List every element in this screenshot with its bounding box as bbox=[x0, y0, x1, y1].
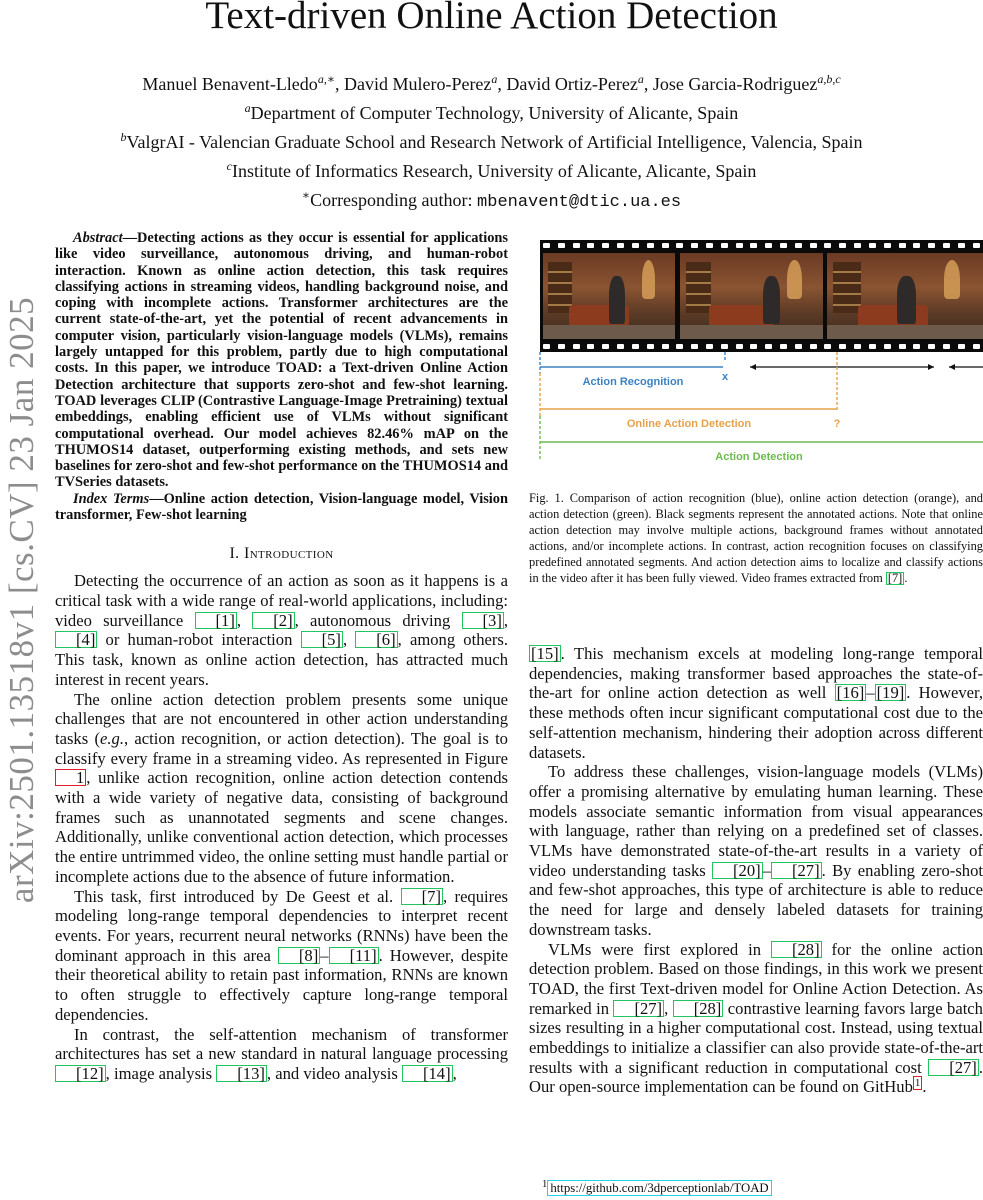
author-affiliation-mark: a,b,c bbox=[817, 72, 841, 86]
author-block bbox=[0, 67, 983, 215]
corresponding-author: ∗Corresponding author: mbenavent@dtic.ua.es bbox=[301, 188, 682, 212]
paragraph: Detecting the occurrence of an action as soon as it happens is a critical task with a wide range of real-world applications, including: video surveillance [1] , [2] , autonomous driving [3] , [4] or human-robot interaction [5] , [6] , among others. This task, known as online action detection, has attracted much interest in recent years. bbox=[55, 571, 509, 689]
figure-caption: Fig. 1. Comparison of action recognition (blue), online action detection (orange), and action detection (green). Black segments represent the annotated actions. Note that online action detection may involve multiple actions, background frames without annotated actions, and/or incomplete actions. In contrast, action recognition focuses on classifying predefined annotated segments. And action detection aims to localize and classify actions in the video after it has been fully viewed. Video frames extracted from [7] . bbox=[529, 491, 983, 586]
citation-link[interactable]: [2] bbox=[252, 612, 294, 629]
citation-link[interactable]: [27] bbox=[928, 1059, 979, 1076]
index-terms: Index Terms—Online action detection, Vision-language model, Vision transformer, Few-shot learning bbox=[55, 490, 509, 524]
detection-label: Action Detection bbox=[715, 451, 803, 463]
citation-link[interactable]: [1] bbox=[195, 612, 237, 629]
citation-link[interactable]: [28] bbox=[673, 1000, 724, 1017]
citation-link[interactable]: [7] bbox=[401, 888, 443, 905]
citation-link[interactable]: [13] bbox=[216, 1065, 267, 1082]
email-link[interactable]: mbenavent@dtic.ua.es bbox=[477, 193, 682, 212]
citation-link[interactable]: [12] bbox=[55, 1065, 106, 1082]
recognition-end-mark: x bbox=[721, 371, 729, 383]
citation-link[interactable]: [4] bbox=[55, 631, 97, 648]
citation-link[interactable]: [11] bbox=[329, 947, 379, 964]
paragraph: The online action detection problem presents some unique challenges that are not encountered in other action understanding tasks (e.g., action recognition, or action detection). The goal is to classify every frame in a streaming video. As represented in Figure 1 , unlike action recognition, online action detection contends with a wide variety of negative data, consisting of background frames such as unannotated segments and scene changes. Additionally, unlike conventional action detection, which processes the entire untrimmed video, the online setting must handle partial or incomplete actions due to the absence of future information. bbox=[55, 689, 508, 886]
arrow-head bbox=[949, 364, 955, 370]
citation-link[interactable]: [8] bbox=[278, 947, 320, 964]
paragraph: In contrast, the self-attention mechanism of transformer architectures has set a new standard in natural language processing [12] , image analysis [13] , and video analysis [14] , bbox=[55, 1024, 508, 1083]
author-affiliation-mark: a bbox=[637, 72, 644, 86]
citation-link[interactable]: [5] bbox=[301, 631, 343, 648]
arrow-head bbox=[750, 364, 756, 370]
footnote-link[interactable]: 1 bbox=[914, 1076, 921, 1089]
citation-link[interactable]: [3] bbox=[462, 612, 504, 629]
author-name: Manuel Benavent-Lledo bbox=[142, 74, 318, 94]
recognition-label: Action Recognition bbox=[582, 376, 684, 388]
abstract-label: Abstract bbox=[73, 230, 123, 246]
figure-1 bbox=[537, 238, 983, 470]
paragraph: [15] . This mechanism excels at modeling long-range temporal dependencies, making transformer based approaches the state-of-the-art for online action detection as well [16] – [19] . However, these methods often incur significant computational cost due to the self-attention mechanism, hindering their adoption across different datasets. bbox=[529, 644, 983, 762]
author-list: Manuel Benavent-Lledo$^{a,∗}$, David Mulero-Perez$^a$, David Ortiz-Perez$^a$, Jose Garcia-Rodriguez$^{a,b,c}$ bbox=[142, 72, 841, 94]
affiliation: $^b$ValgrAI - Valencian Graduate School and Research Network of Artificial Intelligence, Valencia, Spain bbox=[120, 130, 863, 152]
citation-link[interactable]: [27] bbox=[613, 1000, 664, 1017]
left-column bbox=[55, 230, 508, 1084]
paragraph: VLMs were first explored in [28] for the online action detection problem. Based on those findings, in this work we present TOAD, the first Text-driven model for Online Action Detection. As remarked in [27] , [28] contrastive learning favors large batch sizes resulting in a higher computational cost. Instead, using textual embeddings to initialize a classifier can also provide state-of-the-art results with a significant reduction in computational cost [27] . Our open-source implementation can be found on GitHub $^1$ . bbox=[529, 939, 983, 1097]
citation-link[interactable]: [15] bbox=[531, 644, 559, 663]
caption-label: Fig. 1. bbox=[529, 491, 564, 505]
citation-link[interactable]: [7] bbox=[887, 571, 903, 586]
paragraph: This task, first introduced by De Geest et al. [7] , requires modeling long-range temporal dependencies to interpret recent events. For years, recurrent neural networks (RNNs) have been the dominant approach in this area [8] – [11] . However, despite their theoretical ability to retain past information, RNNs are known to often struggle to effectively capture long-range temporal dependencies. bbox=[55, 886, 509, 1024]
citation-link[interactable]: [28] bbox=[771, 941, 822, 958]
paragraph: To address these challenges, vision-language models (VLMs) offer a promising alternative by emulating human learning. These models associate semantic information from visual appearances with language, rather than relying on a predefined set of classes. VLMs have demonstrated state-of-the-art results in a variety of video understanding tasks [20] – [27] . By enabling zero-shot and few-shot approaches, this type of architecture is able to reduce the need for large and densely labeled datasets for training downstream tasks. bbox=[529, 762, 983, 939]
affiliation: $^a$Department of Computer Technology, University of Alicante, Spain bbox=[244, 101, 739, 123]
author-name: David Mulero-Perez bbox=[343, 74, 492, 94]
abstract: Abstract—Detecting actions as they occur is essential for applications like video surveillance, autonomous driving, and human-robot interaction. Known as online action detection, this task requires classifying actions in streaming videos, handling background noise, and coping with incomplete actions. Transformer architectures are the current state-of-the-art, yet the potential of recent advancements in computer vision, particularly vision-language models (VLMs), remains largely untapped for this problem, partly due to high computational costs. In this paper, we introduce TOAD: a Text-driven Online Action Detection architecture that supports zero-shot and few-shot learning. TOAD leverages CLIP (Contrastive Language-Image Pretraining) textual embeddings, enabling efficient use of VLMs without significant computational overhead. Our model achieves 82.46% mAP on the THUMOS14 dataset, outperforming existing methods, and sets new baselines for zero-shot and few-shot performance on the THUMOS14 and TVSeries datasets. bbox=[55, 230, 508, 491]
author-name: Jose Garcia-Rodriguez bbox=[652, 74, 818, 94]
footnote: $^1$ https://github.com/3dperceptionlab/TOAD bbox=[542, 1179, 772, 1196]
footnote-url-link[interactable]: https://github.com/3dperceptionlab/TOAD bbox=[547, 1180, 771, 1196]
citation-link[interactable]: [19] bbox=[876, 683, 905, 703]
author-affiliation-mark: a,∗ bbox=[317, 72, 335, 86]
figure-link[interactable]: 1 bbox=[55, 769, 86, 786]
index-terms-label: Index Terms bbox=[73, 490, 150, 507]
arxiv-identifier: arXiv:2501.13518v1 [cs.CV] 23 Jan 2025 bbox=[2, 296, 41, 904]
section-heading: I. Introduction bbox=[229, 545, 334, 563]
citation-link[interactable]: [16] bbox=[836, 683, 865, 703]
paper-title: Text-driven Online Action Detection bbox=[205, 0, 778, 37]
arrow-head bbox=[928, 364, 934, 370]
affiliation: $^c$Institute of Informatics Research, University of Alicante, Alicante, Spain bbox=[226, 159, 757, 181]
online-label: Online Action Detection bbox=[626, 418, 752, 430]
online-end-mark: ? bbox=[833, 418, 841, 430]
author-name: David Ortiz-Perez bbox=[506, 74, 638, 94]
citation-link[interactable]: [27] bbox=[771, 862, 822, 879]
author-affiliation-mark: a bbox=[491, 72, 498, 86]
figure-diagram bbox=[537, 238, 983, 470]
citation-link[interactable]: [14] bbox=[402, 1065, 453, 1082]
citation-link[interactable]: [6] bbox=[355, 631, 397, 648]
right-column bbox=[529, 644, 983, 1097]
citation-link[interactable]: [20] bbox=[712, 862, 763, 879]
